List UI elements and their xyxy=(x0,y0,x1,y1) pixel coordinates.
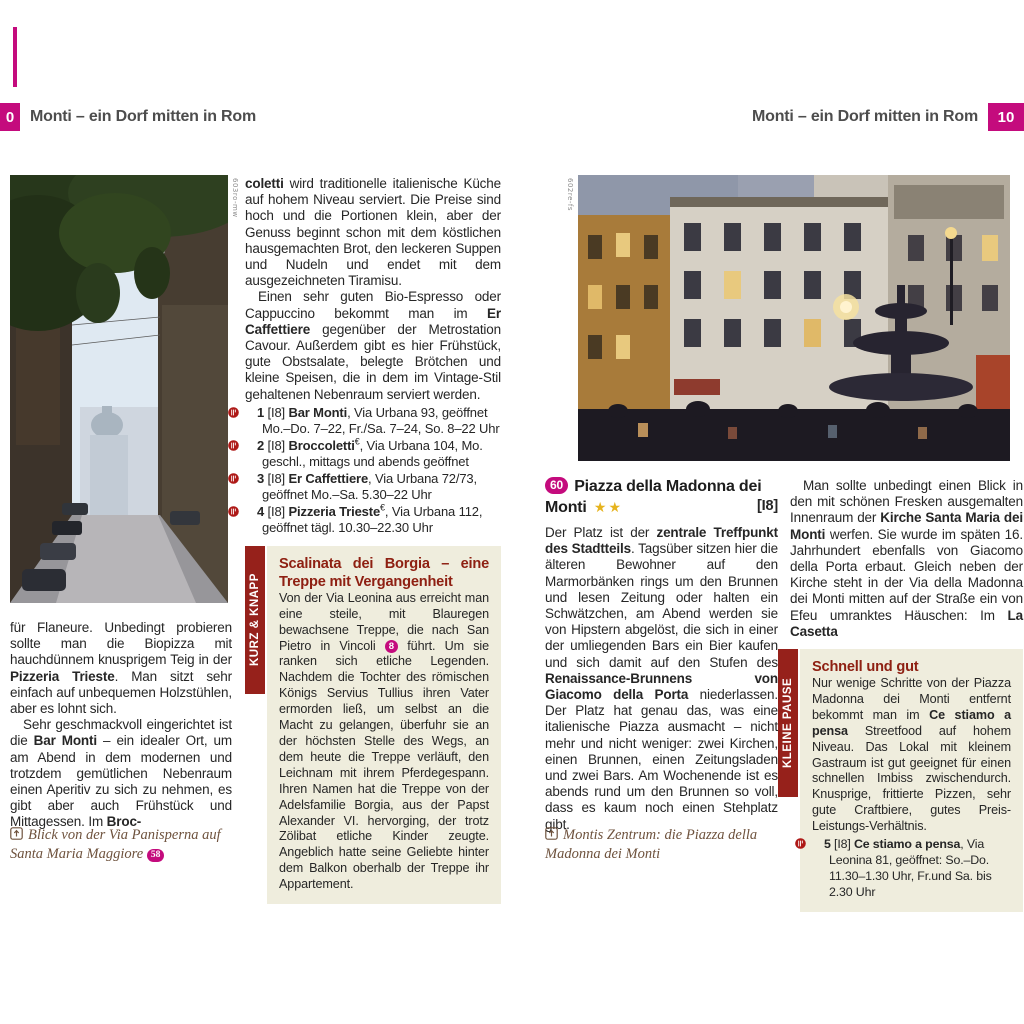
kleine-pause-content xyxy=(800,649,1023,912)
listing-ce-stiamo-a-pensa xyxy=(812,837,1011,901)
listing-er-caffettiere xyxy=(245,471,501,504)
page-edge-mark xyxy=(13,27,17,87)
right-col2 xyxy=(781,478,1023,912)
caption-text: Blick von der Via Panisperna auf Santa Maria Maggiore 58 xyxy=(10,827,221,862)
paragraph: Sehr geschmackvoll eingerichtet ist die Bar Monti – ein idealer Ort, um am Abend in dem modernen und trotzdem gemütlichen Nebenraum einen Aperitiv zu sich zu nehmen, es gibt aber auch Frühstück und Mittagessen. Im Broc- xyxy=(10,717,232,830)
listing-pizzeria-trieste xyxy=(245,504,501,537)
infobox-title: Scalinata dei Borgia – eine Treppe mit Vergangenheit xyxy=(279,555,489,590)
infobox-body: Nur wenige Schritte von der Piazza Madonna dei Monti entfernt bekommt man im Ce stiamo a pensa Streetfood auf hohem Niveau. Das Lokal mit kleinem Gastraum ist gut geeignet für einen schnellen Imbiss zwischendurch. Knusprige, frittierte Pizzen, sehr gute Craftbiere, gutes Preis-Leistungs-Verhältnis. xyxy=(812,676,1012,834)
restaurant-marker-icon xyxy=(245,406,257,417)
listing-bar-monti xyxy=(245,405,501,438)
photo-direction-icon xyxy=(10,827,23,840)
right-col1 xyxy=(545,476,778,833)
infobox-body: Von der Via Leonina aus erreicht man eine steile, mit Blauregen bewachsene Treppe, die nach San Pietro in Vincoli 8 führt. Um sie ranken sich etliche Legenden. Nachdem die Tochter des römischen Königs Servius Tullius ihren Vater ermorden ließ, um selbst an die Macht zu gelangen, überfuhr sie an der höchsten Stelle des Wegs, an dem heute die Treppe verläuft, den Leichnam mit ihrem Pferdegespann. Ihren Namen hat die Treppe von der Adelsfamilie Borgia, aus der Papst Alexander VI. hervorging, der trotz Zölibat etliche Kinder zeugte. Angeblich hatte seine Geliebte hinter dem Balkon oberhalb der Treppe ihr Appartement. xyxy=(279,590,489,892)
restaurant-marker-icon xyxy=(245,472,257,483)
poi-heading xyxy=(545,476,778,518)
listing-broccoletti xyxy=(245,438,501,471)
left-page-header xyxy=(0,103,256,131)
kurz-knapp-content xyxy=(267,546,501,904)
left-page-number: 0 xyxy=(0,103,20,131)
restaurant-marker-icon xyxy=(812,838,824,849)
street-photo-via-panisperna xyxy=(10,175,228,603)
right-photo-credit: 602re-fs xyxy=(566,178,574,212)
paragraph: Der Platz ist der zentrale Treffpunkt des Stadtteils. Tagsüber sitzen hier die älteren Bewohner auf den Marmorbänken rings um den Brunnen und lesen Zeitung oder halten ein Schwätzchen, am Abend werden sie von Hipstern abgelöst, die sich in einer der umliegenden Bars ein Bier kaufen und sich damit auf den Stufen des Renaissance-Brunnens von Giacomo della Porta niederlassen. Der Platz hat genau das, was eine italienische Piazza ausmacht – nicht mehr und nicht weniger: zwei Kirchen, einen Brunnen, einen Zeitungsladen und zwei Bars. Am Wochenende ist es abends rund um den Brunnen so voll, dass es kaum noch einen Stehplatz gibt. xyxy=(545,525,779,832)
right-page-number: 10 xyxy=(988,103,1024,131)
paragraph: coletti wird traditionelle italienische Küche auf hohem Niveau serviert. Die Preise sind hoch und die Portionen klein, aber der Genuss beginnt schon mit dem köstlichen hausgemachten Brot, den leckeren Suppen und Nudeln und endet mit dem ausgezeichneten Tiramisu. xyxy=(245,176,501,289)
left-photo-credit: 603ro-mw xyxy=(231,178,239,218)
piazza-photo-madonna-dei-monti xyxy=(578,175,1010,461)
paragraph: Einen sehr guten Bio-Espresso oder Cappuccino bekommt man im Er Caffettiere gegenüber der Metrostation Cavour. Außerdem gibt es hier Frühstück, gute Obstsalate, belegte Brötchen und kleine Speisen, die in dem im Vintage-Stil gehaltenen Nebenraum serviert werden. xyxy=(245,289,501,402)
left-col2 xyxy=(245,176,501,904)
listing-text: 4 [I8] Pizzeria Trieste€, Via Urbana 112, geöffnet tägl. 10.30–22.30 Uhr xyxy=(257,502,483,536)
infobox-title: Schnell und gut xyxy=(812,659,919,676)
left-photo-caption xyxy=(10,826,232,864)
kurz-knapp-label: KURZ & KNAPP xyxy=(245,546,265,694)
kurz-knapp-box xyxy=(245,546,501,904)
listing-text: 1 [I8] Bar Monti, Via Urbana 93, geöffnet Mo.–Do. 7–22, Fr./Sa. 7–24, So. 8–22 Uhr xyxy=(257,404,500,437)
listing-text: 5 [I8] Ce stiamo a pensa, Via Leonina 81, geöffnet: So.–Do. 11.30–1.30 Uhr, Fr.und Sa. bis 2.30 Uhr xyxy=(824,837,992,899)
poi-listings xyxy=(245,405,501,537)
star-rating: ★★ xyxy=(593,499,624,515)
paragraph: Man sollte unbedingt einen Blick in den mit schönen Fresken ausgemalten Innenraum der Kirche Santa Maria dei Monti werfen. Sie wurde im späten 16. Jahrhundert ebenfalls von Giacomo della Porta erbaut. Gleich neben der Kirche steht in der Via della Madonna dei Monti mitten auf der Straße ein von Efeu umranktes Häuschen: Im La Casetta xyxy=(790,478,1023,639)
photo-direction-icon xyxy=(545,827,558,840)
map-grid-ref: [I8] xyxy=(757,498,778,514)
listing-text: 2 [I8] Broccoletti€, Via Urbana 104, Mo. geschl., mittags und abends geöffnet xyxy=(257,436,483,470)
right-running-head: Monti – ein Dorf mitten in Rom xyxy=(752,108,978,125)
restaurant-marker-icon xyxy=(245,439,257,450)
poi-title: Piazza della Madonna dei Monti xyxy=(545,478,762,516)
kleine-pause-box xyxy=(778,649,1023,912)
restaurant-marker-icon xyxy=(245,505,257,516)
right-page-header xyxy=(752,103,1024,131)
left-running-head: Monti – ein Dorf mitten in Rom xyxy=(30,108,256,125)
right-col1-text xyxy=(545,525,778,833)
caption-text: Montis Zentrum: die Piazza della Madonna dei Monti xyxy=(545,827,758,862)
left-col1-text xyxy=(10,620,232,831)
listing-text: 3 [I8] Er Caffettiere, Via Urbana 72/73, geöffnet Mo.–Sa. 5.30–22 Uhr xyxy=(257,470,477,503)
poi-number-badge: 60 xyxy=(545,477,568,494)
right-photo-caption xyxy=(545,826,778,864)
paragraph: für Flaneure. Unbedingt probieren sollte man die Biopizza mit hauchdünnem knusprigem Teig in der Pizzeria Trieste. Man sitzt sehr einfach auf unbequemen Holzstühlen, aber es lohnt sich. xyxy=(10,620,232,717)
kleine-pause-label: KLEINE PAUSE xyxy=(778,649,798,797)
